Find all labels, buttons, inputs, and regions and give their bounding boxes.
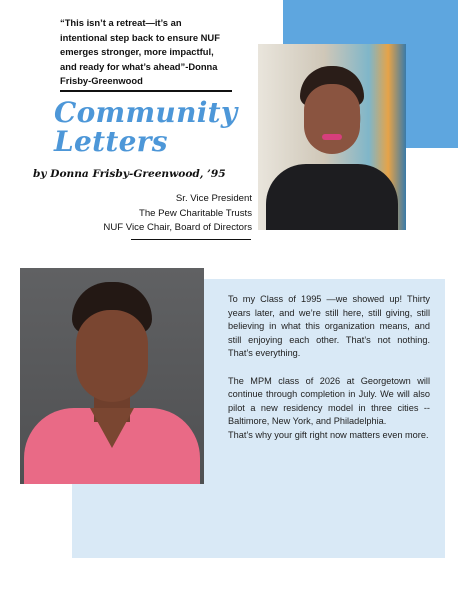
quote-divider xyxy=(60,90,232,92)
page-title-line-1: Community xyxy=(54,96,238,129)
page-title xyxy=(54,98,264,156)
letter-body xyxy=(228,293,430,443)
letter-paragraph-2 xyxy=(228,375,430,443)
roles-divider xyxy=(131,239,251,240)
author-role-title: Sr. Vice President xyxy=(175,193,252,204)
pull-quote-line: emerges stronger, more impactful, xyxy=(60,46,214,57)
page-title-line-2: Letters xyxy=(54,125,168,158)
author-role-board: NUF Vice Chair, Board of Directors xyxy=(103,222,252,233)
portrait-lips xyxy=(322,134,342,140)
author-role-organization: The Pew Charitable Trusts xyxy=(138,207,252,219)
pull-quote-line: and ready for what’s ahead”-Donna xyxy=(60,60,218,72)
letter-paragraph-2-tail: That’s why your gift right now matters even more. xyxy=(228,429,429,440)
author-byline: by Donna Frisby-Greenwood, ’95 xyxy=(33,168,226,180)
portrait-face xyxy=(304,84,360,154)
pull-quote xyxy=(60,16,252,89)
letter-paragraph-2-main: The MPM class of 2026 at Georgetown will continue through completion in July. We will also pilot a new residency model in three cities -- Baltimore, New York, and Philadelphia. xyxy=(228,375,430,427)
pull-quote-line: intentional step back to ensure NUF xyxy=(60,31,220,43)
author-roles xyxy=(103,192,252,236)
pull-quote-line: “This isn’t a retreat—it’s an xyxy=(60,17,182,28)
letter-paragraph-1: To my Class of 1995 —we showed up! Thirty years later, and we’re still here, still giving, still believing in what this organization means, and still enjoying each other. That’s not nothing. That’s everything. xyxy=(228,294,430,359)
portrait-face xyxy=(76,310,148,402)
portrait-photo-donna-frisby-greenwood-top xyxy=(258,44,406,230)
pull-quote-line: Frisby-Greenwood xyxy=(60,75,143,86)
portrait-photo-donna-frisby-greenwood-bottom xyxy=(20,268,204,484)
portrait-shirt xyxy=(266,164,398,230)
